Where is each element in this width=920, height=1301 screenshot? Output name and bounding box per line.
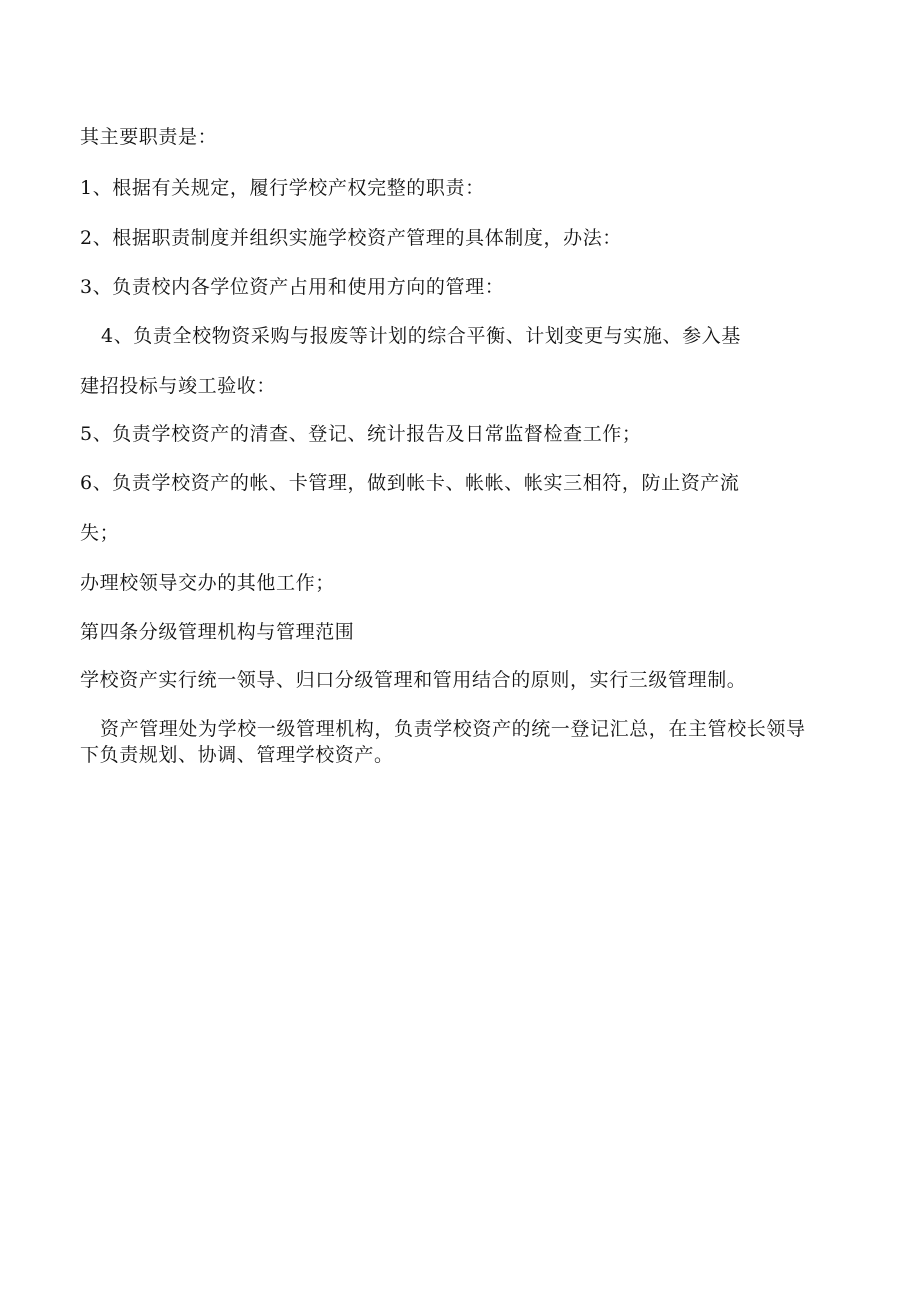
duty-item-6-line-1: 6、负责学校资产的帐、卡管理，做到帐卡、帐帐、帐实三相符，防止资产流 <box>80 472 740 494</box>
duty-item-4-line-1: 4、负责全校物资采购与报废等计划的综合平衡、计划变更与实施、参入基 <box>101 325 741 347</box>
duty-item-3: 3、负责校内各学位资产占用和使用方向的管理： <box>80 276 505 298</box>
duty-item-6-line-2: 失； <box>80 522 120 544</box>
article-four-heading: 第四条分级管理机构与管理范围 <box>80 621 355 643</box>
duty-item-5: 5、负责学校资产的清查、登记、统计报告及日常监督检查工作； <box>80 423 642 445</box>
duty-item-2: 2、根据职责制度并组织实施学校资产管理的具体制度，办法： <box>80 227 622 249</box>
first-level-paragraph: 资产管理处为学校一级管理机构，负责学校资产的统一登记汇总，在主管校长领导下负责规划、协调、管理学校资产。 <box>80 718 806 766</box>
principle-text: 学校资产实行统一领导、归口分级管理和管用结合的原则，实行三级管理制。 <box>80 669 747 691</box>
duty-item-1: 1、根据有关规定，履行学校产权完整的职责： <box>80 177 485 199</box>
duty-item-other: 办理校领导交办的其他工作； <box>80 572 335 594</box>
duties-heading: 其主要职责是： <box>80 126 218 148</box>
duty-item-4-line-2: 建招投标与竣工验收： <box>80 375 277 397</box>
